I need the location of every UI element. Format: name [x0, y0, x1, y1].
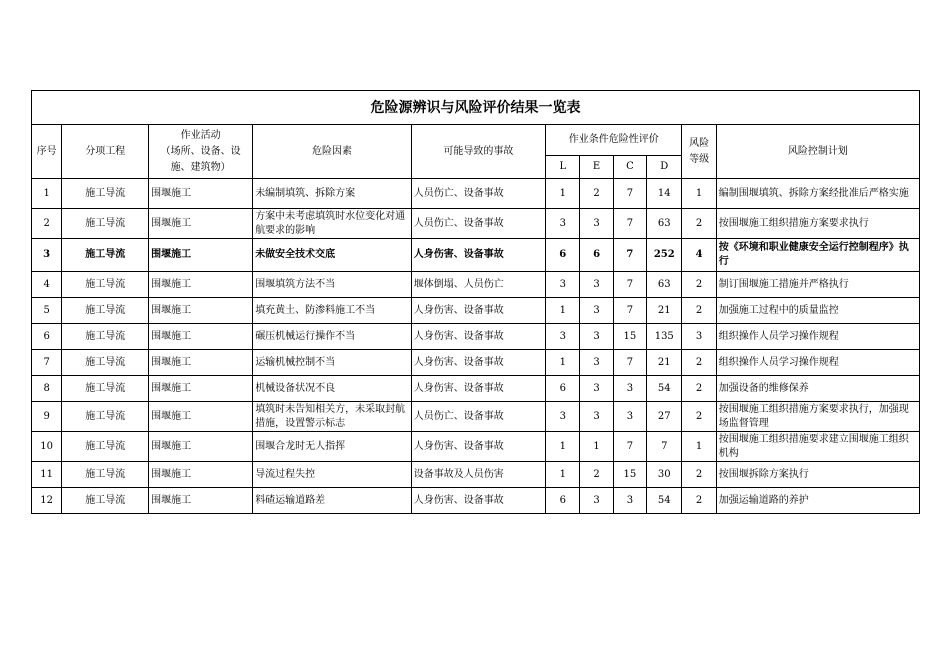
cell-D: 63	[647, 272, 682, 298]
cell-activity: 围堰施工	[149, 402, 253, 432]
cell-D: 252	[647, 239, 682, 272]
cell-hazard: 未编制填筑、拆除方案	[253, 179, 412, 209]
cell-risk-level: 3	[682, 324, 716, 350]
cell-C: 3	[613, 402, 646, 432]
cell-E: 1	[580, 432, 613, 462]
cell-E: 6	[580, 239, 613, 272]
cell-risk-level: 2	[682, 298, 716, 324]
cell-seq: 1	[32, 179, 62, 209]
cell-project: 施工导流	[62, 462, 149, 488]
header-project: 分项工程	[62, 125, 149, 179]
cell-risk-level: 2	[682, 272, 716, 298]
cell-control: 按围堰拆除方案执行	[716, 462, 919, 488]
cell-C: 7	[613, 432, 646, 462]
cell-L: 6	[546, 376, 580, 402]
cell-risk-level: 2	[682, 376, 716, 402]
cell-seq: 8	[32, 376, 62, 402]
cell-project: 施工导流	[62, 402, 149, 432]
cell-control: 按围堰施工组织措施方案要求执行，加强现场监督管理	[716, 402, 919, 432]
table-row	[32, 488, 920, 514]
cell-hazard: 导流过程失控	[253, 462, 412, 488]
cell-L: 3	[546, 324, 580, 350]
cell-risk-level: 1	[682, 432, 716, 462]
cell-accident: 人身伤害、设备事故	[411, 350, 545, 376]
cell-control: 制订围堰施工措施并严格执行	[716, 272, 919, 298]
cell-hazard: 料碴运输道路差	[253, 488, 412, 514]
cell-D: 63	[647, 209, 682, 239]
cell-project: 施工导流	[62, 488, 149, 514]
cell-hazard: 机械设备状况不良	[253, 376, 412, 402]
cell-seq: 7	[32, 350, 62, 376]
cell-E: 3	[580, 324, 613, 350]
cell-hazard: 运输机械控制不当	[253, 350, 412, 376]
cell-accident: 人身伤害、设备事故	[411, 298, 545, 324]
cell-project: 施工导流	[62, 432, 149, 462]
table-row	[32, 179, 920, 209]
cell-project: 施工导流	[62, 179, 149, 209]
cell-E: 3	[580, 209, 613, 239]
cell-control: 加强运输道路的养护	[716, 488, 919, 514]
cell-C: 7	[613, 298, 646, 324]
risk-table-sheet	[31, 90, 920, 514]
cell-risk-level: 2	[682, 350, 716, 376]
cell-project: 施工导流	[62, 376, 149, 402]
cell-accident: 人身伤害、设备事故	[411, 324, 545, 350]
table-row	[32, 350, 920, 376]
table-row	[32, 376, 920, 402]
cell-seq: 10	[32, 432, 62, 462]
cell-accident: 人员伤亡、设备事故	[411, 402, 545, 432]
cell-risk-level: 2	[682, 462, 716, 488]
cell-risk-level: 4	[682, 239, 716, 272]
header-seq: 序号	[32, 125, 62, 179]
cell-C: 7	[613, 272, 646, 298]
cell-control: 按围堰施工组织措施要求建立围堰施工组织机构	[716, 432, 919, 462]
cell-activity: 围堰施工	[149, 350, 253, 376]
table-row	[32, 209, 920, 239]
cell-hazard: 未做安全技术交底	[253, 239, 412, 272]
cell-D: 30	[647, 462, 682, 488]
cell-control: 组织操作人员学习操作规程	[716, 324, 919, 350]
cell-D: 27	[647, 402, 682, 432]
header-activity	[149, 125, 253, 179]
cell-E: 3	[580, 488, 613, 514]
header-D: D	[647, 156, 682, 179]
cell-control: 加强设备的维修保养	[716, 376, 919, 402]
cell-control: 按围堰施工组织措施方案要求执行	[716, 209, 919, 239]
cell-accident: 人身伤害、设备事故	[411, 239, 545, 272]
cell-activity: 围堰施工	[149, 179, 253, 209]
cell-L: 3	[546, 209, 580, 239]
header-accident: 可能导致的事故	[411, 125, 545, 179]
header-E: E	[580, 156, 613, 179]
cell-hazard: 方案中未考虑填筑时水位变化对通航要求的影响	[253, 209, 412, 239]
cell-seq: 11	[32, 462, 62, 488]
cell-control: 编制围堰填筑、拆除方案经批准后严格实施	[716, 179, 919, 209]
cell-activity: 围堰施工	[149, 298, 253, 324]
cell-activity: 围堰施工	[149, 324, 253, 350]
table-title: 危险源辨识与风险评价结果一览表	[32, 91, 920, 125]
cell-accident: 堰体倒塌、人员伤亡	[411, 272, 545, 298]
cell-accident: 人身伤害、设备事故	[411, 488, 545, 514]
cell-activity: 围堰施工	[149, 432, 253, 462]
cell-L: 3	[546, 402, 580, 432]
cell-C: 7	[613, 350, 646, 376]
cell-seq: 6	[32, 324, 62, 350]
risk-table	[31, 90, 920, 514]
cell-control: 按《环境和职业健康安全运行控制程序》执行	[716, 239, 919, 272]
cell-L: 3	[546, 272, 580, 298]
cell-L: 6	[546, 239, 580, 272]
cell-accident: 人身伤害、设备事故	[411, 376, 545, 402]
cell-activity: 围堰施工	[149, 376, 253, 402]
cell-E: 3	[580, 272, 613, 298]
cell-E: 3	[580, 298, 613, 324]
cell-D: 21	[647, 350, 682, 376]
cell-E: 3	[580, 402, 613, 432]
cell-seq: 5	[32, 298, 62, 324]
table-row	[32, 462, 920, 488]
cell-E: 3	[580, 350, 613, 376]
cell-accident: 人身伤害、设备事故	[411, 432, 545, 462]
cell-accident: 设备事故及人员伤害	[411, 462, 545, 488]
cell-control: 加强施工过程中的质量监控	[716, 298, 919, 324]
cell-C: 3	[613, 376, 646, 402]
cell-hazard: 围堰填筑方法不当	[253, 272, 412, 298]
cell-C: 15	[613, 324, 646, 350]
header-risk-line1: 风险	[689, 137, 710, 149]
cell-project: 施工导流	[62, 298, 149, 324]
cell-activity: 围堰施工	[149, 209, 253, 239]
table-row	[32, 402, 920, 432]
cell-control: 组织操作人员学习操作规程	[716, 350, 919, 376]
table-row	[32, 432, 920, 462]
cell-seq: 2	[32, 209, 62, 239]
cell-project: 施工导流	[62, 272, 149, 298]
cell-activity: 围堰施工	[149, 488, 253, 514]
table-row	[32, 272, 920, 298]
cell-accident: 人员伤亡、设备事故	[411, 179, 545, 209]
cell-D: 54	[647, 488, 682, 514]
table-row	[32, 324, 920, 350]
cell-hazard: 填充黄土、防渗料施工不当	[253, 298, 412, 324]
cell-hazard: 围堰合龙时无人指挥	[253, 432, 412, 462]
cell-L: 1	[546, 462, 580, 488]
cell-C: 7	[613, 179, 646, 209]
cell-seq: 9	[32, 402, 62, 432]
cell-activity: 围堰施工	[149, 272, 253, 298]
cell-project: 施工导流	[62, 350, 149, 376]
header-L: L	[546, 156, 580, 179]
cell-E: 2	[580, 462, 613, 488]
cell-C: 7	[613, 209, 646, 239]
header-activity-line1: 作业活动	[180, 129, 221, 141]
cell-risk-level: 1	[682, 179, 716, 209]
cell-project: 施工导流	[62, 239, 149, 272]
cell-L: 1	[546, 298, 580, 324]
header-activity-line2: （场所、设备、设	[160, 145, 241, 157]
cell-D: 21	[647, 298, 682, 324]
cell-E: 3	[580, 376, 613, 402]
table-row	[32, 298, 920, 324]
table-row	[32, 239, 920, 272]
cell-seq: 12	[32, 488, 62, 514]
cell-C: 15	[613, 462, 646, 488]
cell-D: 14	[647, 179, 682, 209]
header-evaluation: 作业条件危险性评价	[546, 125, 682, 156]
cell-L: 6	[546, 488, 580, 514]
cell-accident: 人员伤亡、设备事故	[411, 209, 545, 239]
cell-risk-level: 2	[682, 402, 716, 432]
cell-D: 7	[647, 432, 682, 462]
cell-C: 3	[613, 488, 646, 514]
cell-D: 54	[647, 376, 682, 402]
cell-C: 7	[613, 239, 646, 272]
cell-L: 1	[546, 432, 580, 462]
cell-E: 2	[580, 179, 613, 209]
table-body	[32, 179, 920, 514]
cell-seq: 3	[32, 239, 62, 272]
cell-hazard: 碾压机械运行操作不当	[253, 324, 412, 350]
cell-risk-level: 2	[682, 488, 716, 514]
cell-risk-level: 2	[682, 209, 716, 239]
cell-L: 1	[546, 350, 580, 376]
header-activity-line3: 施、建筑物）	[170, 161, 231, 173]
header-control: 风险控制计划	[716, 125, 919, 179]
header-risk-line2: 等级	[689, 153, 710, 165]
header-risk-level	[682, 125, 716, 179]
header-hazard: 危险因素	[253, 125, 412, 179]
cell-project: 施工导流	[62, 324, 149, 350]
cell-activity: 围堰施工	[149, 462, 253, 488]
cell-D: 135	[647, 324, 682, 350]
cell-hazard: 填筑时未告知相关方，未采取封航措施，设置警示标志	[253, 402, 412, 432]
cell-L: 1	[546, 179, 580, 209]
cell-activity: 围堰施工	[149, 239, 253, 272]
cell-project: 施工导流	[62, 209, 149, 239]
header-C: C	[613, 156, 646, 179]
cell-seq: 4	[32, 272, 62, 298]
